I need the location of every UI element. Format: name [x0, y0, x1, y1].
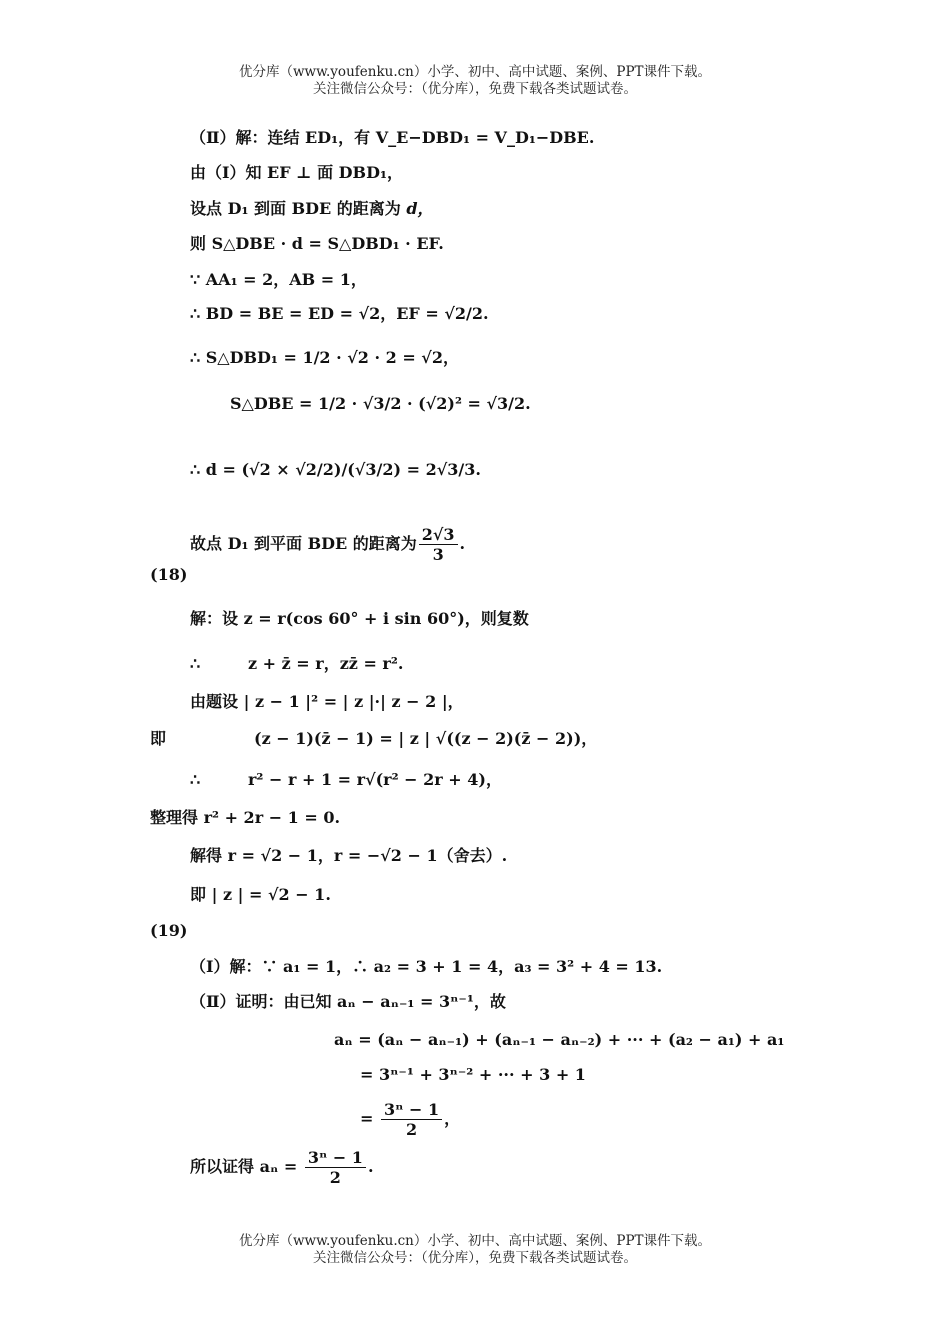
p18-line-1: 解：设 z = r(cos 60° + i sin 60°)，则复数 — [190, 609, 529, 628]
p17-line-10 — [190, 525, 465, 564]
p18-line-8: 即 | z | = √2 − 1. — [190, 885, 331, 904]
p17-line-10-text: 故点 D₁ 到平面 BDE 的距离为 — [190, 534, 417, 553]
p18-label: (18) — [150, 565, 188, 584]
p18-line-5-prefix: ∴ — [190, 770, 201, 789]
p17-line-4: 则 S△DBE · d = S△DBD₁ · EF. — [190, 234, 444, 253]
p18-line-3: 由题设 | z − 1 |² = | z |·| z − 2 |， — [190, 692, 464, 711]
p19-line-3: aₙ = (aₙ − aₙ₋₁) + (aₙ₋₁ − aₙ₋₂) + ··· + (a₂ − a₁) + a₁ — [334, 1030, 785, 1049]
p17-line-6: ∴ BD = BE = ED = √2，EF = √2/2. — [190, 304, 489, 323]
p19-line-1: （Ⅰ）解：∵ a₁ = 1，∴ a₂ = 3 + 1 = 4，a₃ = 3² + 4 = 13. — [190, 957, 663, 976]
p19-line-6-num: 3ⁿ − 1 — [305, 1148, 366, 1168]
p17-line-1: （Ⅱ）解：连结 ED₁，有 V_E−DBD₁ = V_D₁−DBE. — [190, 128, 595, 147]
p18-line-2-prefix: ∴ — [190, 654, 201, 673]
p19-line-5-den: 2 — [405, 1120, 418, 1139]
p18-line-5: r² − r + 1 = r√(r² − 2r + 4)， — [248, 770, 502, 789]
footer-line-1: 优分库（www.youfenku.cn）小学、初中、高中试题、案例、PPT课件下载。 — [238, 1233, 712, 1249]
p19-line-6-fraction — [305, 1148, 366, 1187]
p19-line-6 — [190, 1148, 374, 1187]
header-line-1: 优分库（www.youfenku.cn）小学、初中、高中试题、案例、PPT课件下载。 — [238, 64, 712, 80]
p19-line-6-text: 所以证得 aₙ = — [190, 1157, 298, 1176]
p17-line-3-var: d， — [406, 199, 434, 218]
p19-line-5-end: ， — [444, 1109, 461, 1128]
p19-label: (19) — [150, 921, 188, 940]
p17-frac-num: 2√3 — [419, 525, 458, 545]
footer-line-2: 关注微信公众号：（优分库），免费下载各类试题试卷。 — [313, 1250, 637, 1266]
p17-line-9: ∴ d = (√2 × √2/2)/(√3/2) = 2√3/3. — [190, 460, 481, 479]
header-line-2: 关注微信公众号：（优分库），免费下载各类试题试卷。 — [313, 81, 637, 97]
p19-line-6-den: 2 — [329, 1168, 341, 1187]
p17-line-2: 由（Ⅰ）知 EF ⊥ 面 DBD₁， — [190, 163, 403, 182]
p19-line-5-eq: = — [360, 1109, 374, 1128]
p19-line-5 — [360, 1100, 460, 1139]
p19-line-4: = 3ⁿ⁻¹ + 3ⁿ⁻² + ··· + 3 + 1 — [360, 1065, 586, 1084]
p18-line-7: 解得 r = √2 − 1，r = −√2 − 1（舍去）. — [190, 846, 508, 865]
p17-frac-den: 3 — [432, 545, 444, 564]
p17-line-7: ∴ S△DBD₁ = 1/2 · √2 · 2 = √2， — [190, 348, 459, 367]
p19-line-6-end: . — [367, 1157, 374, 1176]
p18-line-4: (z − 1)(z̄ − 1) = | z | √((z − 2)(z̄ − 2))， — [254, 729, 598, 748]
p19-line-5-fraction — [381, 1100, 442, 1139]
p17-line-3-text: 设点 D₁ 到面 BDE 的距离为 — [190, 199, 401, 218]
p17-line-8: S△DBE = 1/2 · √3/2 · (√2)² = √3/2. — [230, 394, 531, 413]
p17-line-10-end: . — [459, 534, 466, 553]
p19-line-5-num: 3ⁿ − 1 — [381, 1100, 442, 1120]
page-footer — [0, 1233, 950, 1267]
p17-line-3 — [190, 199, 434, 219]
p18-line-4-prefix: 即 — [150, 729, 167, 748]
page-header — [0, 64, 950, 98]
p18-line-2: z + z̄ = r，zz̄ = r². — [248, 654, 404, 673]
p17-line-5: ∵ AA₁ = 2，AB = 1， — [190, 270, 367, 289]
p19-line-2: （Ⅱ）证明：由已知 aₙ − aₙ₋₁ = 3ⁿ⁻¹，故 — [190, 992, 506, 1011]
p17-distance-fraction — [419, 525, 458, 564]
p18-line-6: 整理得 r² + 2r − 1 = 0. — [150, 808, 341, 827]
